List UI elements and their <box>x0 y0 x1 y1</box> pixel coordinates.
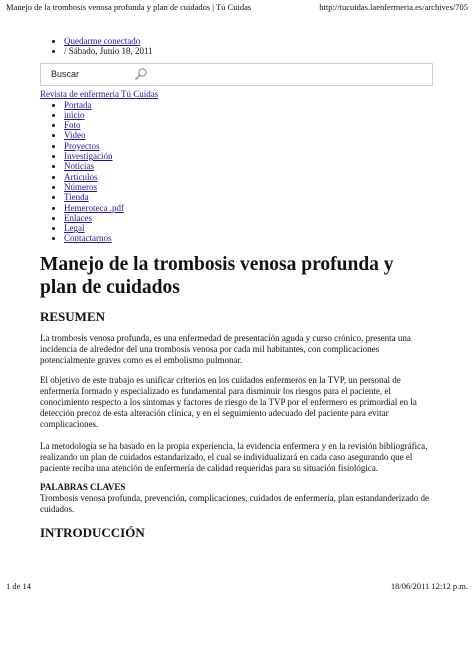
page-count: 1 de 14 <box>6 581 32 591</box>
nav-link-proyectos[interactable]: Proyectos <box>64 140 100 151</box>
summary-paragraph-2: El objetivo de este trabajo es unificar criterios en los cuidados enfermeros en la TVP, un personal de enfermería formado y especializado es fundamental para disminuir los riesgos para el paciente, el conocimiento respecto a los síntomas y factores de riesgo de la TVP por el enfermero es primordial en la detección precoz de esta alteración clínica, y en el seguimiento adecuado del paciente para evitar complicaciones. <box>40 374 417 429</box>
summary-paragraph-1: La trombosis venosa profunda, es una enfermedad de presentación aguda y curso crónico, presenta una incidencia de alrededor del una trombosis venosa por cada mil habitantes, con complicaciones potencialmente graves como es el embolismo pulmonar. <box>40 332 411 365</box>
nav-item <box>64 151 432 161</box>
nav-link-legal[interactable]: Legal <box>64 223 85 234</box>
secondary-nav <box>40 192 432 243</box>
keywords-text: Trombosis venosa profunda, prevención, complicaciones, cuidados de enfermería, plan estandanderizado de cuidados. <box>40 492 430 514</box>
nav-link-articulos[interactable]: Artículos <box>64 171 98 182</box>
print-header <box>6 2 468 14</box>
nav-link-noticias[interactable]: Noticias <box>64 161 94 172</box>
nav-link-numeros[interactable]: Números <box>64 181 97 192</box>
nav-link-hemeroteca[interactable]: Hemeroteca .pdf <box>64 202 124 213</box>
nav-item <box>64 120 432 130</box>
search-icon[interactable] <box>134 67 148 81</box>
summary-heading: RESUMEN <box>40 308 106 324</box>
nav-item <box>64 182 432 192</box>
date-text: / Sábado, Junio 18, 2011 <box>64 46 153 57</box>
nav-link-foto[interactable]: Foto <box>64 120 81 131</box>
stay-connected-link[interactable]: Quedarme conectado <box>64 36 141 46</box>
list-item <box>64 36 432 46</box>
nav-item <box>64 172 432 182</box>
nav-item <box>64 192 432 202</box>
nav-link-portada[interactable]: Portada <box>64 99 92 110</box>
nav-item <box>64 161 432 171</box>
nav-link-investigacion[interactable]: Investigación <box>64 151 113 162</box>
article-title: Manejo de la trombosis venosa profunda y plan de cuidados <box>40 253 394 298</box>
nav-item <box>64 141 432 151</box>
site-link-row <box>40 89 432 100</box>
nav-link-inicio[interactable]: inicio <box>64 109 85 120</box>
print-timestamp: 18/06/2011 12:12 p.m. <box>390 581 468 591</box>
nav-item <box>64 100 432 110</box>
print-header-title: Manejo de la trombosis venosa profunda y plan de cuidados | Tú Cuidas <box>6 2 252 12</box>
search-box[interactable] <box>40 63 433 86</box>
print-footer <box>6 581 468 593</box>
summary-paragraph-3: La metodología se ha basado en la propia experiencia, la evidencia enfermera y en la revisión bibliográfica, realizando un plan de cuidados estandarizado, el cual se individualizará en cada caso asegurando que el paciente reciba una atención de enfermería de calidad requeridas para su situación fisiológica. <box>40 440 428 473</box>
nav-item <box>64 110 432 120</box>
nav-item <box>64 213 432 223</box>
print-header-url: http://tucuidas.laenfermeria.es/archives/705 <box>319 2 468 12</box>
nav-link-contactarnos[interactable]: Contactarnos <box>64 233 112 244</box>
nav-link-video[interactable]: Video <box>64 130 86 141</box>
keywords-heading: PALABRAS CLAVES <box>40 481 126 492</box>
nav-item <box>64 223 432 233</box>
list-item <box>64 46 432 56</box>
introduction-heading: INTRODUCCIÓN <box>40 524 145 540</box>
nav-item <box>64 203 432 213</box>
nav-item <box>64 233 432 243</box>
primary-nav <box>40 100 432 193</box>
nav-link-enlaces[interactable]: Enlaces <box>64 212 92 223</box>
search-input[interactable]: Buscar <box>51 68 80 79</box>
top-links-list <box>40 36 432 57</box>
site-home-link[interactable]: Revista de enfermeria Tú Cuidas <box>40 88 159 99</box>
nav-link-tienda[interactable]: Tienda <box>64 192 89 203</box>
nav-item <box>64 130 432 140</box>
page-content <box>40 36 432 540</box>
